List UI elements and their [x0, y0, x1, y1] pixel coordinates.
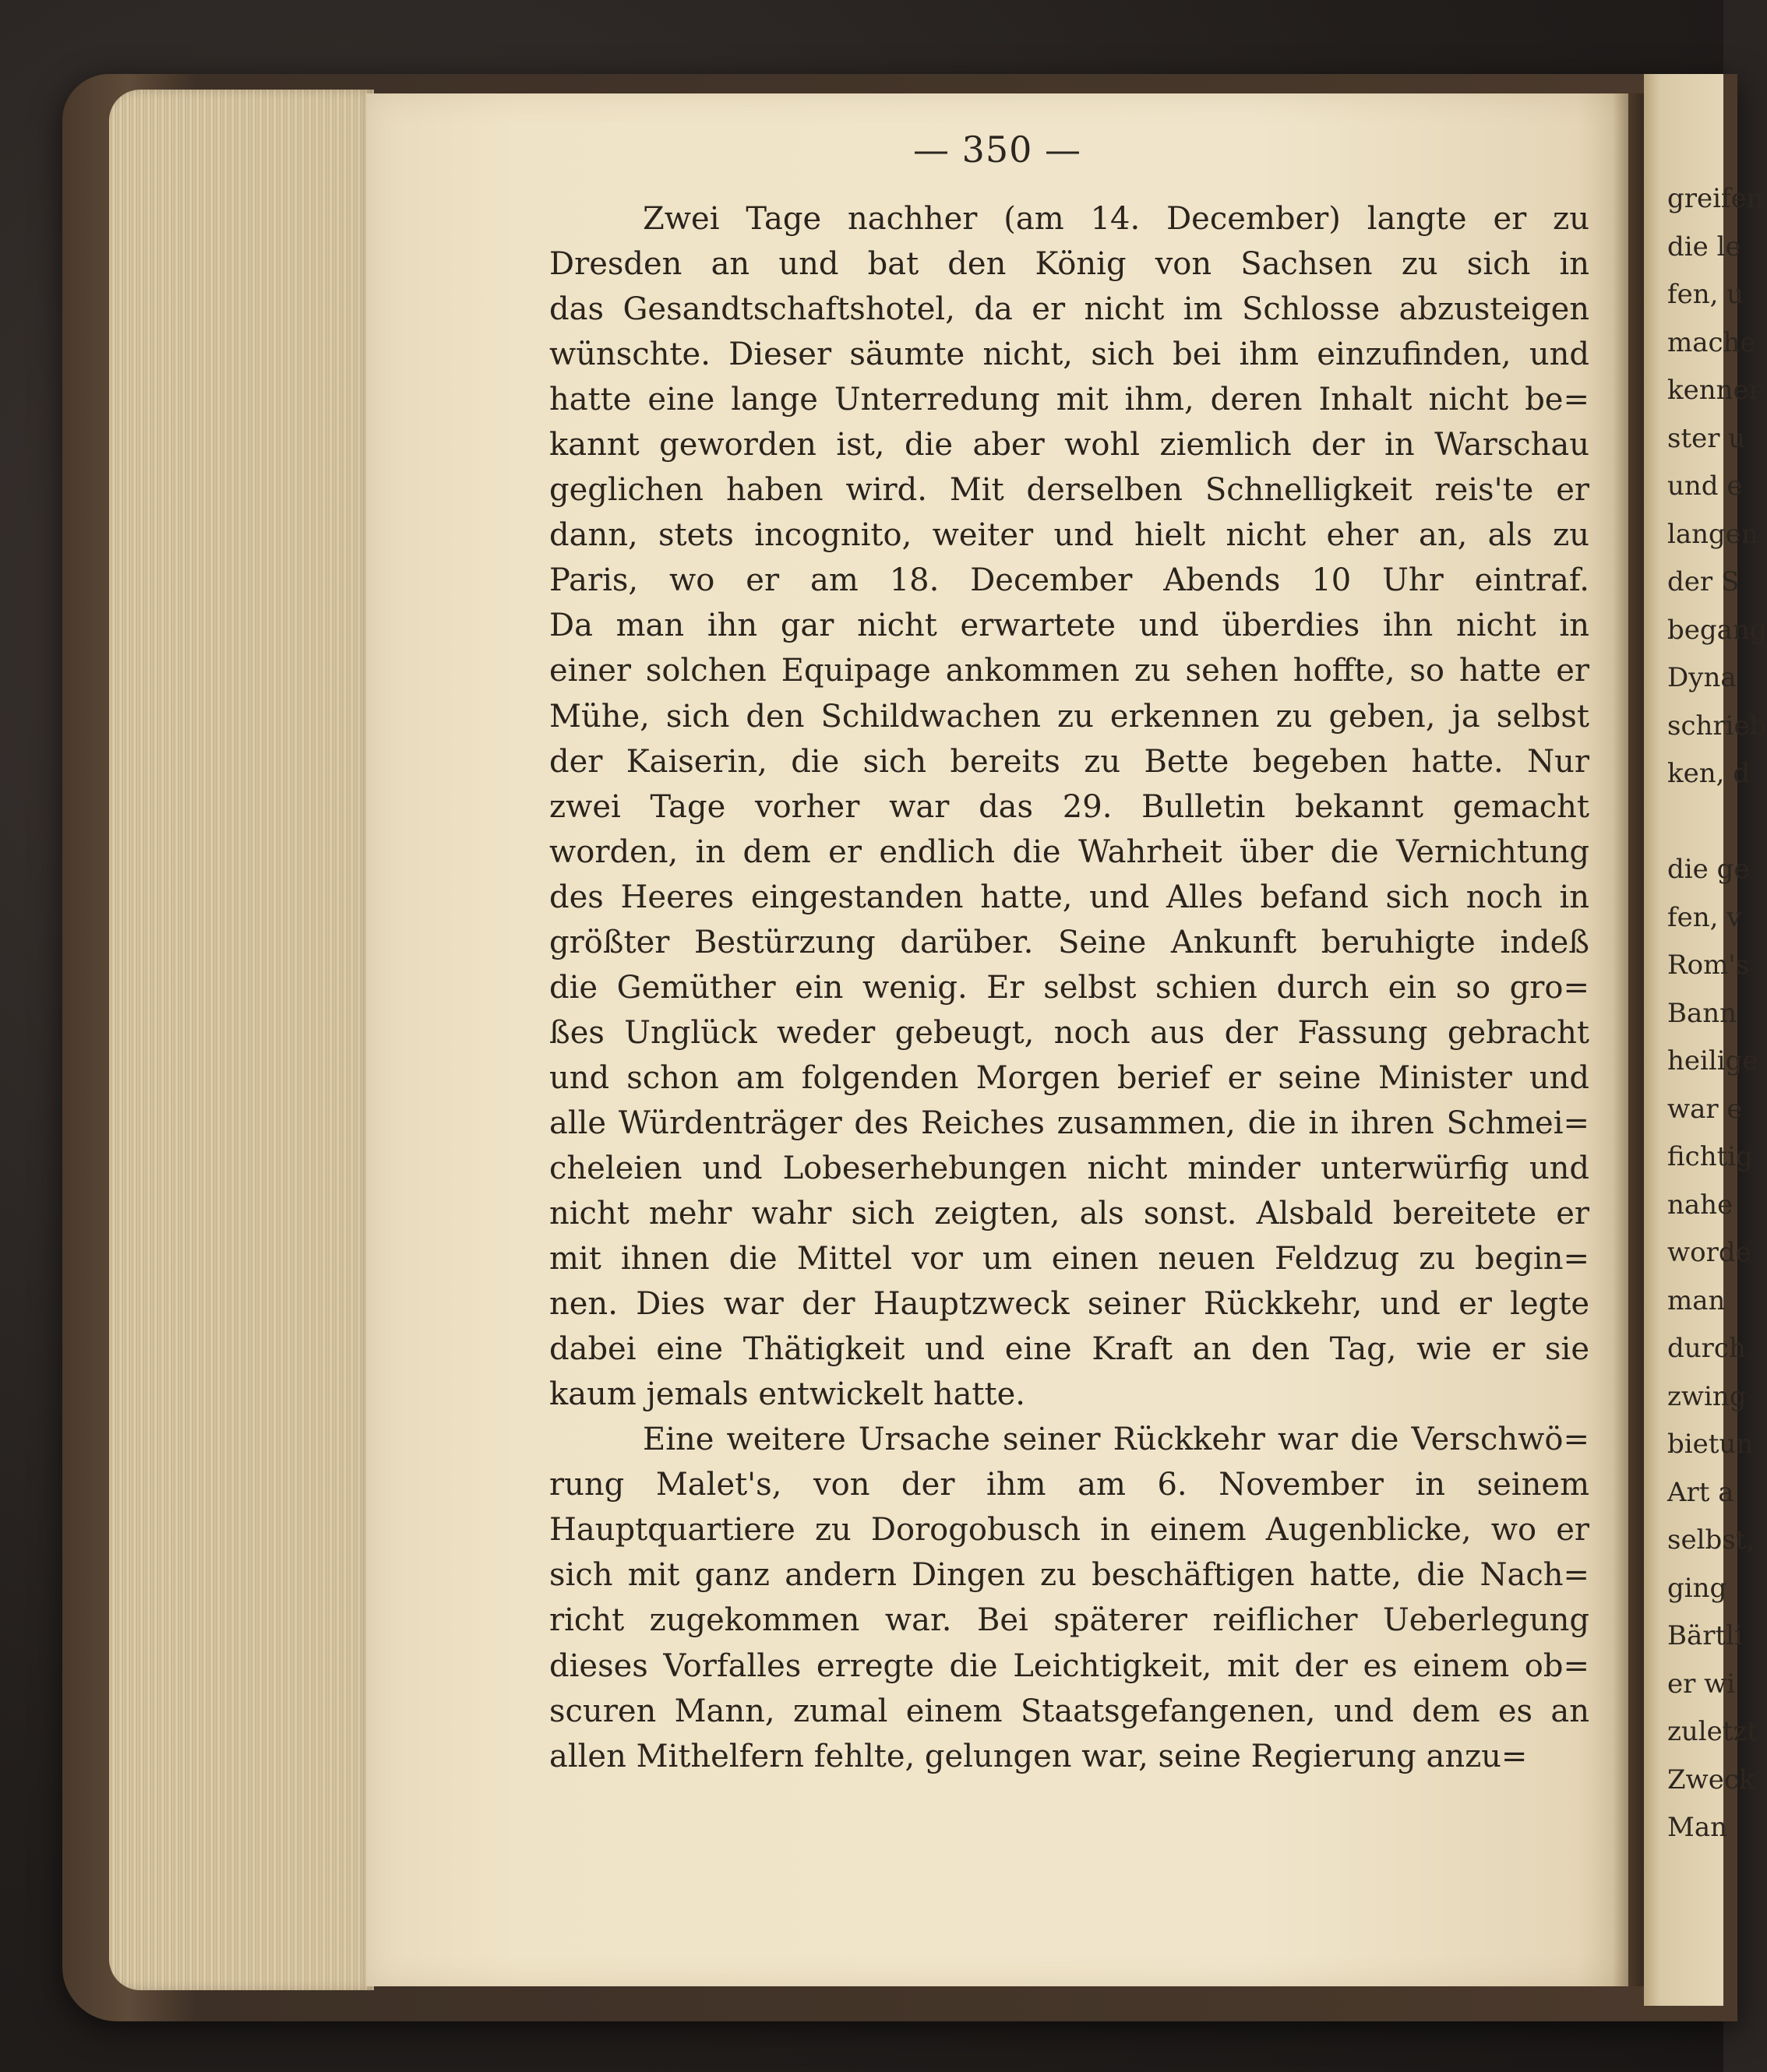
text-line: zwei Tage vorher war das 29. Bulletin bekannt gemacht — [549, 788, 1589, 825]
text-line: einer solchen Equipage ankommen zu sehen hoffte, so hatte er — [549, 653, 1589, 689]
facing-page-fragment: selbst, — [1667, 1524, 1755, 1556]
facing-page-fragment: und e — [1667, 470, 1743, 502]
facing-page-fragment: fichtig — [1667, 1141, 1753, 1172]
facing-page-fragment: Man — [1667, 1812, 1727, 1843]
facing-page-fragment: nahe — [1667, 1189, 1733, 1221]
text-line: mit ihnen die Mittel vor um einen neuen Feldzug zu begin= — [549, 1241, 1589, 1277]
text-line: sich mit ganz andern Dingen zu beschäftigen hatte, die Nach= — [549, 1557, 1589, 1594]
facing-page-fragment: greifen — [1667, 183, 1764, 214]
facing-page-edge — [1644, 74, 1767, 2006]
text-line: worden, in dem er endlich die Wahrheit über die Vernichtung — [549, 833, 1589, 870]
text-line: Mühe, sich den Schildwachen zu erkennen zu geben, ja selbst — [549, 698, 1589, 735]
text-line: die Gemüther ein wenig. Er selbst schien durch ein so gro= — [549, 969, 1589, 1006]
facing-page-fragment: der S — [1667, 566, 1740, 597]
text-line: wünschte. Dieser säumte nicht, sich bei ihm einzufinden, und — [549, 337, 1589, 373]
facing-page-fragment: worde — [1667, 1237, 1751, 1268]
facing-page-fragment: fen, u — [1667, 279, 1744, 310]
text-line: rung Malet's, von der ihm am 6. November in seinem — [549, 1467, 1589, 1503]
text-line: größter Bestürzung darüber. Seine Ankunft beruhigte indeß — [549, 924, 1589, 960]
facing-page-fragment: war e — [1667, 1093, 1743, 1125]
facing-page-fragment: Bärtli — [1667, 1620, 1743, 1651]
facing-page-fragment: zwing — [1667, 1380, 1747, 1412]
text-line: kannt geworden ist, die aber wohl ziemlich der in Warschau — [549, 427, 1589, 463]
text-line: Da man ihn gar nicht erwartete und überdies ihn nicht in — [549, 608, 1589, 644]
body-text — [549, 196, 1589, 1779]
text-line: richt zugekommen war. Bei späterer reiflicher Ueberlegung — [549, 1602, 1589, 1639]
facing-page-fragment: fen, v — [1667, 901, 1742, 933]
facing-page-fragment: ster u — [1667, 422, 1746, 454]
text-line: alle Würdenträger des Reiches zusammen, die in ihren Schmei= — [549, 1105, 1589, 1141]
text-line: und schon am folgenden Morgen berief er seine Minister und — [549, 1059, 1589, 1096]
facing-page-fragment: begang — [1667, 614, 1767, 646]
facing-page-fragment: bietun — [1667, 1429, 1754, 1460]
text-line: des Heeres eingestanden hatte, und Alles befand sich noch in — [549, 879, 1589, 915]
text-line: dabei eine Thätigkeit und eine Kraft an den Tag, wie er sie — [549, 1331, 1589, 1368]
text-line: cheleien und Lobeserhebungen nicht minder unterwürfig und — [549, 1150, 1589, 1186]
text-line: dann, stets incognito, weiter und hielt nicht eher an, als zu — [549, 517, 1589, 554]
text-line: hatte eine lange Unterredung mit ihm, deren Inhalt nicht be= — [549, 382, 1589, 418]
text-line: ßes Unglück weder gebeugt, noch aus der Fassung gebracht — [549, 1014, 1589, 1051]
book-page — [366, 93, 1628, 1986]
text-line: nen. Dies war der Hauptzweck seiner Rückkehr, und er legte — [549, 1286, 1589, 1323]
facing-page-fragment: er wi — [1667, 1668, 1736, 1700]
text-line: allen Mithelfern fehlte, gelungen war, seine Regierung anzu= — [549, 1738, 1528, 1774]
facing-page-fragment: Dyna — [1667, 662, 1737, 693]
page-gutter — [1613, 93, 1644, 1986]
facing-page-fragment: kenner — [1667, 375, 1762, 406]
text-line: kaum jemals entwickelt hatte. — [549, 1376, 1025, 1413]
facing-page-fragment: die le — [1667, 231, 1741, 263]
facing-page-fragment: ging — [1667, 1572, 1727, 1604]
facing-page-fragment: Zweck — [1667, 1764, 1755, 1795]
text-line: dieses Vorfalles erregte die Leichtigkeit, mit der es einem ob= — [549, 1647, 1589, 1684]
facing-page-fragment: heilige — [1667, 1045, 1758, 1077]
text-line: Paris, wo er am 18. December Abends 10 Uhr eintraf. — [549, 562, 1589, 599]
facing-page-fragment: ken, d — [1667, 758, 1751, 789]
text-line: nicht mehr wahr sich zeigten, als sonst. Alsbald bereitete er — [549, 1196, 1589, 1232]
page-block-edge — [109, 90, 374, 1990]
facing-page-fragment: zuletzt — [1667, 1716, 1758, 1747]
facing-page-fragment: Rom's — [1667, 950, 1750, 981]
facing-page-fragment: man — [1667, 1284, 1726, 1316]
text-line: Dresden an und bat den König von Sachsen zu sich in — [549, 246, 1589, 283]
page-number: — 350 — — [912, 129, 1082, 171]
facing-page-fragment: die ge — [1667, 854, 1750, 885]
facing-page-fragment: Bann — [1667, 997, 1737, 1029]
text-line: geglichen haben wird. Mit derselben Schnelligkeit reis'te er — [549, 472, 1589, 509]
text-line: das Gesandtschaftshotel, da er nicht im Schlosse abzusteigen — [549, 291, 1589, 328]
facing-page-fragment: mache — [1667, 326, 1756, 358]
facing-page-fragment: langen — [1667, 518, 1758, 550]
text-line: Hauptquartiere zu Dorogobusch in einem Augenblicke, wo er — [549, 1512, 1589, 1549]
facing-page-fragment: durch — [1667, 1333, 1746, 1364]
facing-page-fragment: Art a — [1667, 1476, 1734, 1508]
text-line: scuren Mann, zumal einem Staatsgefangenen, und dem es an — [549, 1693, 1589, 1729]
facing-page-fragment: schrieb — [1667, 710, 1767, 742]
text-line: der Kaiserin, die sich bereits zu Bette begeben hatte. Nur — [549, 743, 1589, 780]
text-line: Zwei Tage nachher (am 14. December) langte er zu — [643, 201, 1589, 237]
text-line: Eine weitere Ursache seiner Rückkehr war die Verschwö= — [643, 1422, 1589, 1458]
